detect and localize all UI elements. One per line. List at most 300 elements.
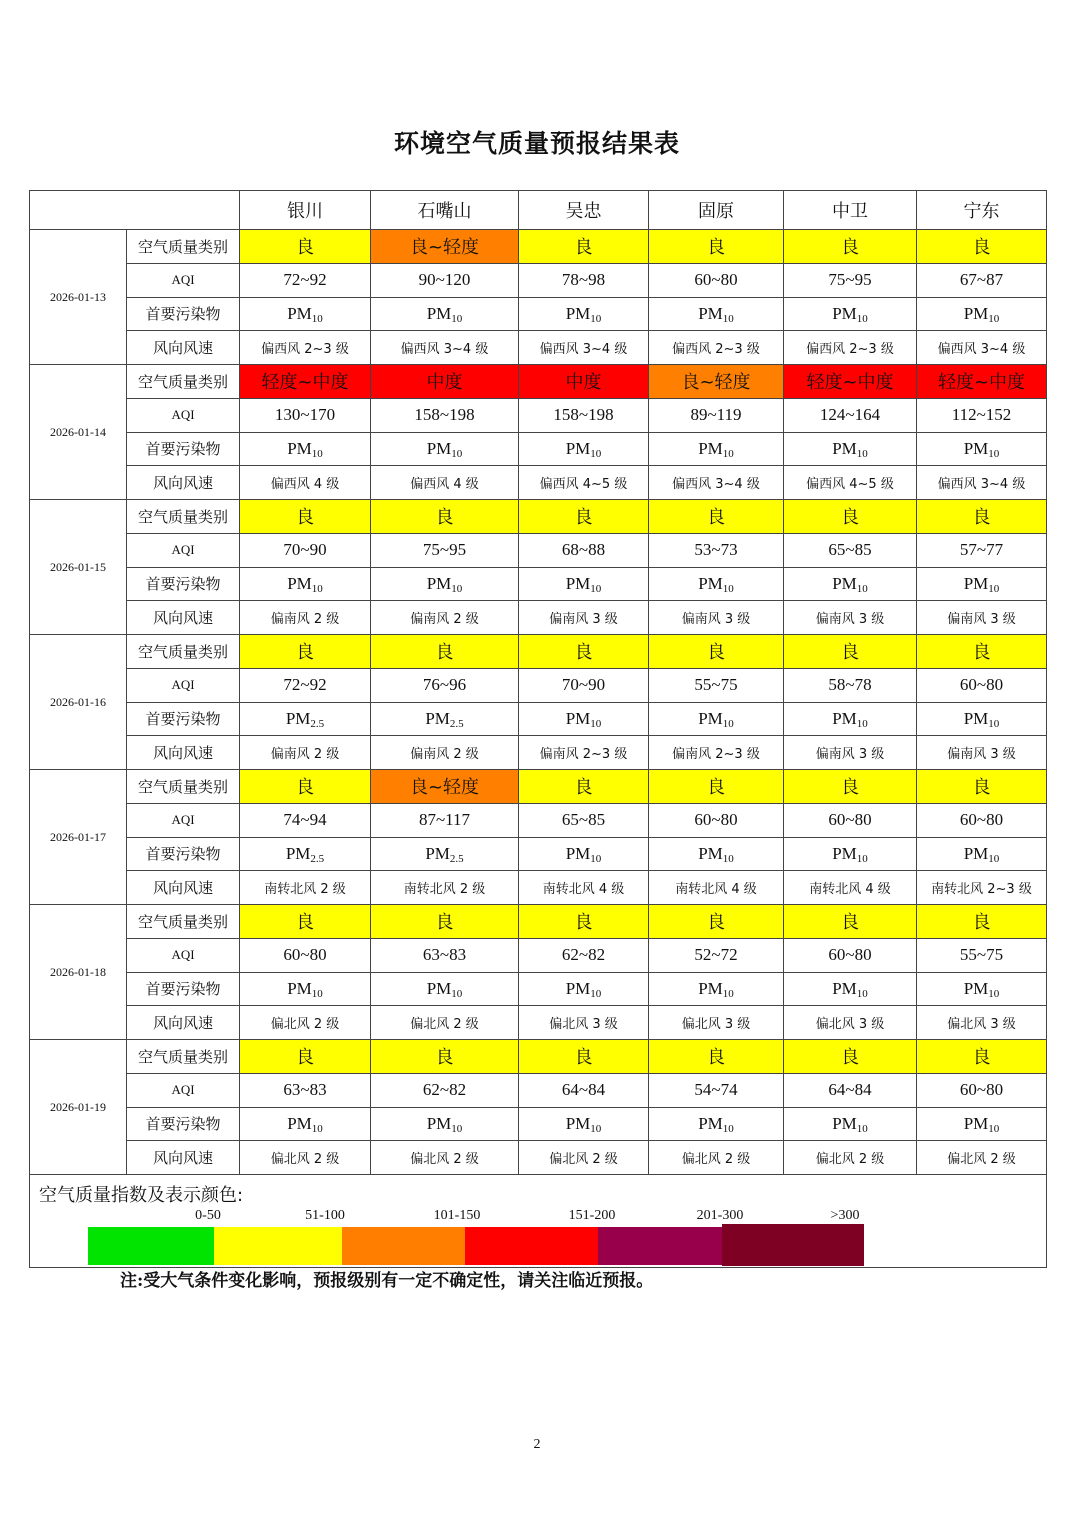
air-quality-category-row [30,1040,1047,1074]
legend-swatch [214,1227,342,1265]
aqi-row [30,398,1047,432]
forecast-table [29,190,1047,1268]
wind-cell: 偏北风 2 级 [371,1141,519,1175]
pollutant-cell [240,567,371,601]
category-cell: 良 [784,500,917,534]
row-label: AQI [127,533,240,567]
pollutant-name: PM [285,843,311,863]
pollutant-cell [917,972,1047,1006]
aqi-cell: 68~88 [519,533,649,567]
air-quality-category-row [30,770,1047,804]
pollutant-name: PM [698,303,723,323]
wind-cell: 偏南风 2 级 [240,736,371,770]
pollutant-name: PM [426,438,452,458]
category-cell: 良 [784,770,917,804]
pollutant-name: PM [832,978,857,998]
primary-pollutant-row [30,297,1047,331]
pollutant-cell [649,432,784,466]
page-title: 环境空气质量预报结果表 [393,129,680,158]
category-cell: 良 [240,500,371,534]
wind-cell: 偏北风 3 级 [519,1006,649,1040]
pollutant-name: PM [425,843,450,863]
pollutant-cell [784,1107,917,1141]
wind-cell: 偏北风 2 级 [649,1141,784,1175]
pollutant-subscript: 10 [590,447,602,460]
pollutant-subscript: 10 [856,1122,868,1135]
pollutant-cell [371,972,519,1006]
pollutant-subscript: 2.5 [310,717,325,730]
category-cell: 良 [240,770,371,804]
primary-pollutant-row [30,567,1047,601]
pollutant-subscript: 10 [451,582,463,595]
pollutant-name: PM [698,843,723,863]
row-label: 空气质量类别 [127,770,240,804]
legend-swatch [722,1224,864,1266]
pollutant-cell [371,702,519,736]
pollutant-cell [917,432,1047,466]
pollutant-cell [649,297,784,331]
aqi-cell: 75~95 [371,533,519,567]
pollutant-subscript: 10 [311,447,323,460]
category-cell: 良 [519,500,649,534]
row-label: 首要污染物 [127,972,240,1006]
legend-cell [30,1175,1047,1268]
wind-cell: 偏西风 2~3 级 [784,331,917,365]
pollutant-name: PM [425,708,450,728]
pollutant-name: PM [963,303,989,323]
aqi-cell: 62~82 [519,938,649,972]
pollutant-cell [519,837,649,871]
legend-row [30,1175,1047,1268]
air-quality-category-row [30,635,1047,669]
city-header: 中卫 [784,191,917,230]
pollutant-cell [240,1107,371,1141]
pollutant-name: PM [565,708,591,728]
wind-cell: 偏西风 3~4 级 [917,466,1047,500]
pollutant-cell [240,297,371,331]
category-cell: 良 [649,230,784,264]
wind-cell: 偏南风 2 级 [371,601,519,635]
wind-cell: 偏南风 3 级 [519,601,649,635]
legend-range-label: 151-200 [568,1208,616,1223]
pollutant-name: PM [963,843,989,863]
pollutant-name: PM [426,303,452,323]
legend-swatch [342,1227,465,1265]
legend-range-label: >300 [830,1208,860,1223]
wind-cell: 偏西风 4 级 [371,466,519,500]
row-label: AQI [127,938,240,972]
wind-cell: 偏西风 2~3 级 [649,331,784,365]
aqi-cell: 60~80 [240,938,371,972]
row-label: 风向风速 [127,1141,240,1175]
row-label: 首要污染物 [127,432,240,466]
pollutant-subscript: 10 [451,312,463,325]
pollutant-subscript: 10 [722,582,734,595]
aqi-cell: 70~90 [240,533,371,567]
pollutant-subscript: 10 [590,1122,602,1135]
city-header: 固原 [649,191,784,230]
aqi-cell: 124~164 [784,398,917,432]
row-label: 空气质量类别 [127,230,240,264]
pollutant-cell [784,297,917,331]
page-number: 2 [533,1437,541,1452]
category-cell: 良 [240,905,371,939]
wind-cell: 偏西风 4~5 级 [519,466,649,500]
category-cell: 良 [917,230,1047,264]
category-cell: 良 [917,905,1047,939]
pollutant-subscript: 10 [856,582,868,595]
category-cell: 良 [519,905,649,939]
pollutant-subscript: 10 [590,987,602,1000]
pollutant-name: PM [698,978,723,998]
wind-cell: 偏西风 4~5 级 [784,466,917,500]
city-header: 吴忠 [519,191,649,230]
aqi-cell: 60~80 [649,263,784,297]
pollutant-name: PM [832,708,857,728]
pollutant-name: PM [426,1113,452,1133]
pollutant-name: PM [963,978,989,998]
legend-color-bar [88,1226,868,1266]
pollutant-cell [784,702,917,736]
pollutant-subscript: 10 [451,447,463,460]
category-cell: 良~轻度 [371,770,519,804]
pollutant-subscript: 10 [451,1122,463,1135]
wind-row [30,871,1047,905]
aqi-cell: 55~75 [917,938,1047,972]
wind-cell: 偏西风 4 级 [240,466,371,500]
category-cell: 轻度~中度 [240,365,371,399]
wind-cell: 偏西风 3~4 级 [519,331,649,365]
pollutant-name: PM [832,303,857,323]
wind-cell: 偏北风 3 级 [784,1006,917,1040]
forecast-date: 2026-01-18 [30,905,127,1040]
pollutant-name: PM [565,978,591,998]
pollutant-subscript: 10 [311,987,323,1000]
pollutant-name: PM [287,573,312,593]
legend-range-label: 51-100 [305,1208,345,1223]
aqi-cell: 112~152 [917,398,1047,432]
pollutant-cell [649,972,784,1006]
pollutant-cell [917,567,1047,601]
legend-title: 空气质量指数及表示颜色: [39,1185,244,1206]
pollutant-cell [917,297,1047,331]
pollutant-name: PM [698,1113,723,1133]
wind-cell: 偏南风 3 级 [649,601,784,635]
wind-cell: 南转北风 4 级 [649,871,784,905]
header-corner [30,191,240,230]
wind-cell: 偏南风 2 级 [240,601,371,635]
aqi-cell: 89~119 [649,398,784,432]
category-cell: 良 [784,905,917,939]
pollutant-subscript: 10 [856,717,868,730]
forecast-date: 2026-01-14 [30,365,127,500]
row-label: AQI [127,803,240,837]
category-cell: 中度 [371,365,519,399]
aqi-row [30,668,1047,702]
pollutant-cell [371,567,519,601]
pollutant-name: PM [832,843,857,863]
pollutant-cell [240,972,371,1006]
wind-cell: 偏南风 3 级 [917,736,1047,770]
row-label: 风向风速 [127,736,240,770]
pollutant-cell [519,432,649,466]
category-cell: 中度 [519,365,649,399]
aqi-cell: 60~80 [784,803,917,837]
aqi-cell: 57~77 [917,533,1047,567]
wind-cell: 南转北风 4 级 [784,871,917,905]
pollutant-cell [649,837,784,871]
wind-row [30,1141,1047,1175]
category-cell: 良 [784,635,917,669]
wind-cell: 偏西风 2~3 级 [240,331,371,365]
pollutant-name: PM [832,438,857,458]
row-label: 空气质量类别 [127,365,240,399]
category-cell: 良 [649,1040,784,1074]
wind-cell: 偏北风 2 级 [784,1141,917,1175]
city-header: 石嘴山 [371,191,519,230]
pollutant-cell [519,972,649,1006]
category-cell: 良 [519,1040,649,1074]
category-cell: 良 [649,770,784,804]
wind-cell: 偏西风 3~4 级 [371,331,519,365]
row-label: 首要污染物 [127,837,240,871]
pollutant-subscript: 10 [988,987,1000,1000]
aqi-row [30,533,1047,567]
aqi-row [30,263,1047,297]
wind-cell: 南转北风 2 级 [371,871,519,905]
forecast-date: 2026-01-15 [30,500,127,635]
wind-cell: 偏西风 3~4 级 [917,331,1047,365]
pollutant-subscript: 10 [988,852,1000,865]
aqi-cell: 90~120 [371,263,519,297]
primary-pollutant-row [30,837,1047,871]
aqi-cell: 58~78 [784,668,917,702]
aqi-cell: 60~80 [784,938,917,972]
category-cell: 良~轻度 [649,365,784,399]
row-label: 空气质量类别 [127,500,240,534]
pollutant-cell [519,567,649,601]
wind-cell: 偏南风 3 级 [784,601,917,635]
category-cell: 良 [371,500,519,534]
aqi-cell: 52~72 [649,938,784,972]
wind-cell: 南转北风 2 级 [240,871,371,905]
aqi-cell: 130~170 [240,398,371,432]
wind-row [30,1006,1047,1040]
pollutant-name: PM [426,573,452,593]
aqi-cell: 76~96 [371,668,519,702]
pollutant-name: PM [287,978,312,998]
aqi-cell: 62~82 [371,1073,519,1107]
pollutant-subscript: 10 [311,582,323,595]
pollutant-subscript: 10 [988,717,1000,730]
pollutant-name: PM [565,438,591,458]
category-cell: 良 [784,1040,917,1074]
aqi-cell: 55~75 [649,668,784,702]
pollutant-cell [240,837,371,871]
wind-cell: 偏北风 2 级 [240,1006,371,1040]
wind-cell: 南转北风 4 级 [519,871,649,905]
category-cell: 良 [519,230,649,264]
city-header: 银川 [240,191,371,230]
category-cell: 良 [519,635,649,669]
aqi-cell: 158~198 [371,398,519,432]
aqi-cell: 158~198 [519,398,649,432]
pollutant-name: PM [426,978,452,998]
row-label: 空气质量类别 [127,635,240,669]
aqi-cell: 64~84 [784,1073,917,1107]
forecast-date: 2026-01-19 [30,1040,127,1175]
disclaimer-note: 注:受大气条件变化影响，预报级别有一定不确定性，请关注临近预报。 [120,1271,654,1291]
pollutant-cell [784,432,917,466]
wind-row [30,601,1047,635]
legend-swatch [598,1227,722,1265]
wind-cell: 偏北风 3 级 [917,1006,1047,1040]
pollutant-name: PM [698,708,723,728]
primary-pollutant-row [30,1107,1047,1141]
pollutant-subscript: 10 [988,447,1000,460]
pollutant-cell [917,1107,1047,1141]
legend-swatch [465,1227,598,1265]
wind-cell: 偏南风 3 级 [917,601,1047,635]
category-cell: 轻度~中度 [917,365,1047,399]
row-label: 空气质量类别 [127,1040,240,1074]
wind-cell: 偏南风 2~3 级 [649,736,784,770]
pollutant-cell [371,1107,519,1141]
pollutant-name: PM [287,303,312,323]
pollutant-cell [784,837,917,871]
aqi-cell: 60~80 [917,1073,1047,1107]
row-label: AQI [127,263,240,297]
row-label: AQI [127,1073,240,1107]
aqi-cell: 70~90 [519,668,649,702]
pollutant-subscript: 10 [722,717,734,730]
pollutant-subscript: 10 [311,1122,323,1135]
pollutant-name: PM [963,1113,989,1133]
forecast-date: 2026-01-16 [30,635,127,770]
pollutant-cell [519,702,649,736]
pollutant-subscript: 10 [856,852,868,865]
pollutant-subscript: 10 [856,447,868,460]
wind-cell: 偏北风 2 级 [519,1141,649,1175]
pollutant-subscript: 10 [722,1122,734,1135]
aqi-cell: 67~87 [917,263,1047,297]
pollutant-subscript: 10 [722,852,734,865]
wind-cell: 偏北风 2 级 [917,1141,1047,1175]
pollutant-subscript: 10 [722,987,734,1000]
pollutant-subscript: 10 [988,1122,1000,1135]
pollutant-name: PM [285,708,311,728]
category-cell: 良 [371,905,519,939]
aqi-cell: 53~73 [649,533,784,567]
pollutant-cell [784,567,917,601]
pollutant-subscript: 10 [722,447,734,460]
pollutant-name: PM [963,438,989,458]
row-label: AQI [127,668,240,702]
aqi-cell: 60~80 [917,668,1047,702]
pollutant-subscript: 2.5 [449,717,464,730]
row-label: 首要污染物 [127,1107,240,1141]
aqi-cell: 74~94 [240,803,371,837]
pollutant-name: PM [565,573,591,593]
category-cell: 良 [649,905,784,939]
legend-swatch [88,1227,214,1265]
aqi-row [30,803,1047,837]
category-cell: 良 [917,770,1047,804]
category-cell: 良 [649,635,784,669]
category-cell: 良 [917,500,1047,534]
aqi-cell: 72~92 [240,263,371,297]
forecast-date: 2026-01-13 [30,230,127,365]
wind-row [30,736,1047,770]
category-cell: 良 [240,635,371,669]
pollutant-name: PM [287,438,312,458]
row-label: 风向风速 [127,1006,240,1040]
pollutant-subscript: 10 [988,312,1000,325]
pollutant-name: PM [698,573,723,593]
row-label: 风向风速 [127,601,240,635]
pollutant-cell [917,702,1047,736]
air-quality-category-row [30,905,1047,939]
row-label: 风向风速 [127,871,240,905]
wind-cell: 偏西风 3~4 级 [649,466,784,500]
aqi-cell: 78~98 [519,263,649,297]
aqi-row [30,1073,1047,1107]
wind-cell: 偏北风 3 级 [649,1006,784,1040]
category-cell: 良 [240,230,371,264]
wind-cell: 偏南风 2 级 [371,736,519,770]
category-cell: 良 [649,500,784,534]
aqi-cell: 64~84 [519,1073,649,1107]
pollutant-cell [240,432,371,466]
category-cell: 良 [917,635,1047,669]
pollutant-cell [649,1107,784,1141]
aqi-cell: 65~85 [519,803,649,837]
aqi-cell: 63~83 [371,938,519,972]
category-cell: 良 [240,1040,371,1074]
category-cell: 良~轻度 [371,230,519,264]
wind-row [30,466,1047,500]
air-quality-category-row [30,230,1047,264]
pollutant-name: PM [832,573,857,593]
row-label: 风向风速 [127,331,240,365]
pollutant-subscript: 10 [590,312,602,325]
row-label: 空气质量类别 [127,905,240,939]
category-cell: 轻度~中度 [784,365,917,399]
pollutant-subscript: 2.5 [449,852,464,865]
aqi-cell: 60~80 [917,803,1047,837]
primary-pollutant-row [30,702,1047,736]
pollutant-subscript: 10 [590,852,602,865]
pollutant-subscript: 10 [590,582,602,595]
aqi-row [30,938,1047,972]
pollutant-name: PM [287,1113,312,1133]
pollutant-cell [371,297,519,331]
pollutant-subscript: 10 [722,312,734,325]
pollutant-name: PM [963,708,989,728]
row-label: AQI [127,398,240,432]
forecast-date: 2026-01-17 [30,770,127,905]
wind-cell: 偏南风 2~3 级 [519,736,649,770]
pollutant-subscript: 10 [856,987,868,1000]
category-cell: 良 [371,635,519,669]
pollutant-subscript: 10 [451,987,463,1000]
pollutant-name: PM [565,843,591,863]
wind-cell: 偏北风 2 级 [240,1141,371,1175]
city-header: 宁东 [917,191,1047,230]
legend-range-label: 101-150 [433,1208,481,1223]
aqi-cell: 63~83 [240,1073,371,1107]
row-label: 首要污染物 [127,567,240,601]
